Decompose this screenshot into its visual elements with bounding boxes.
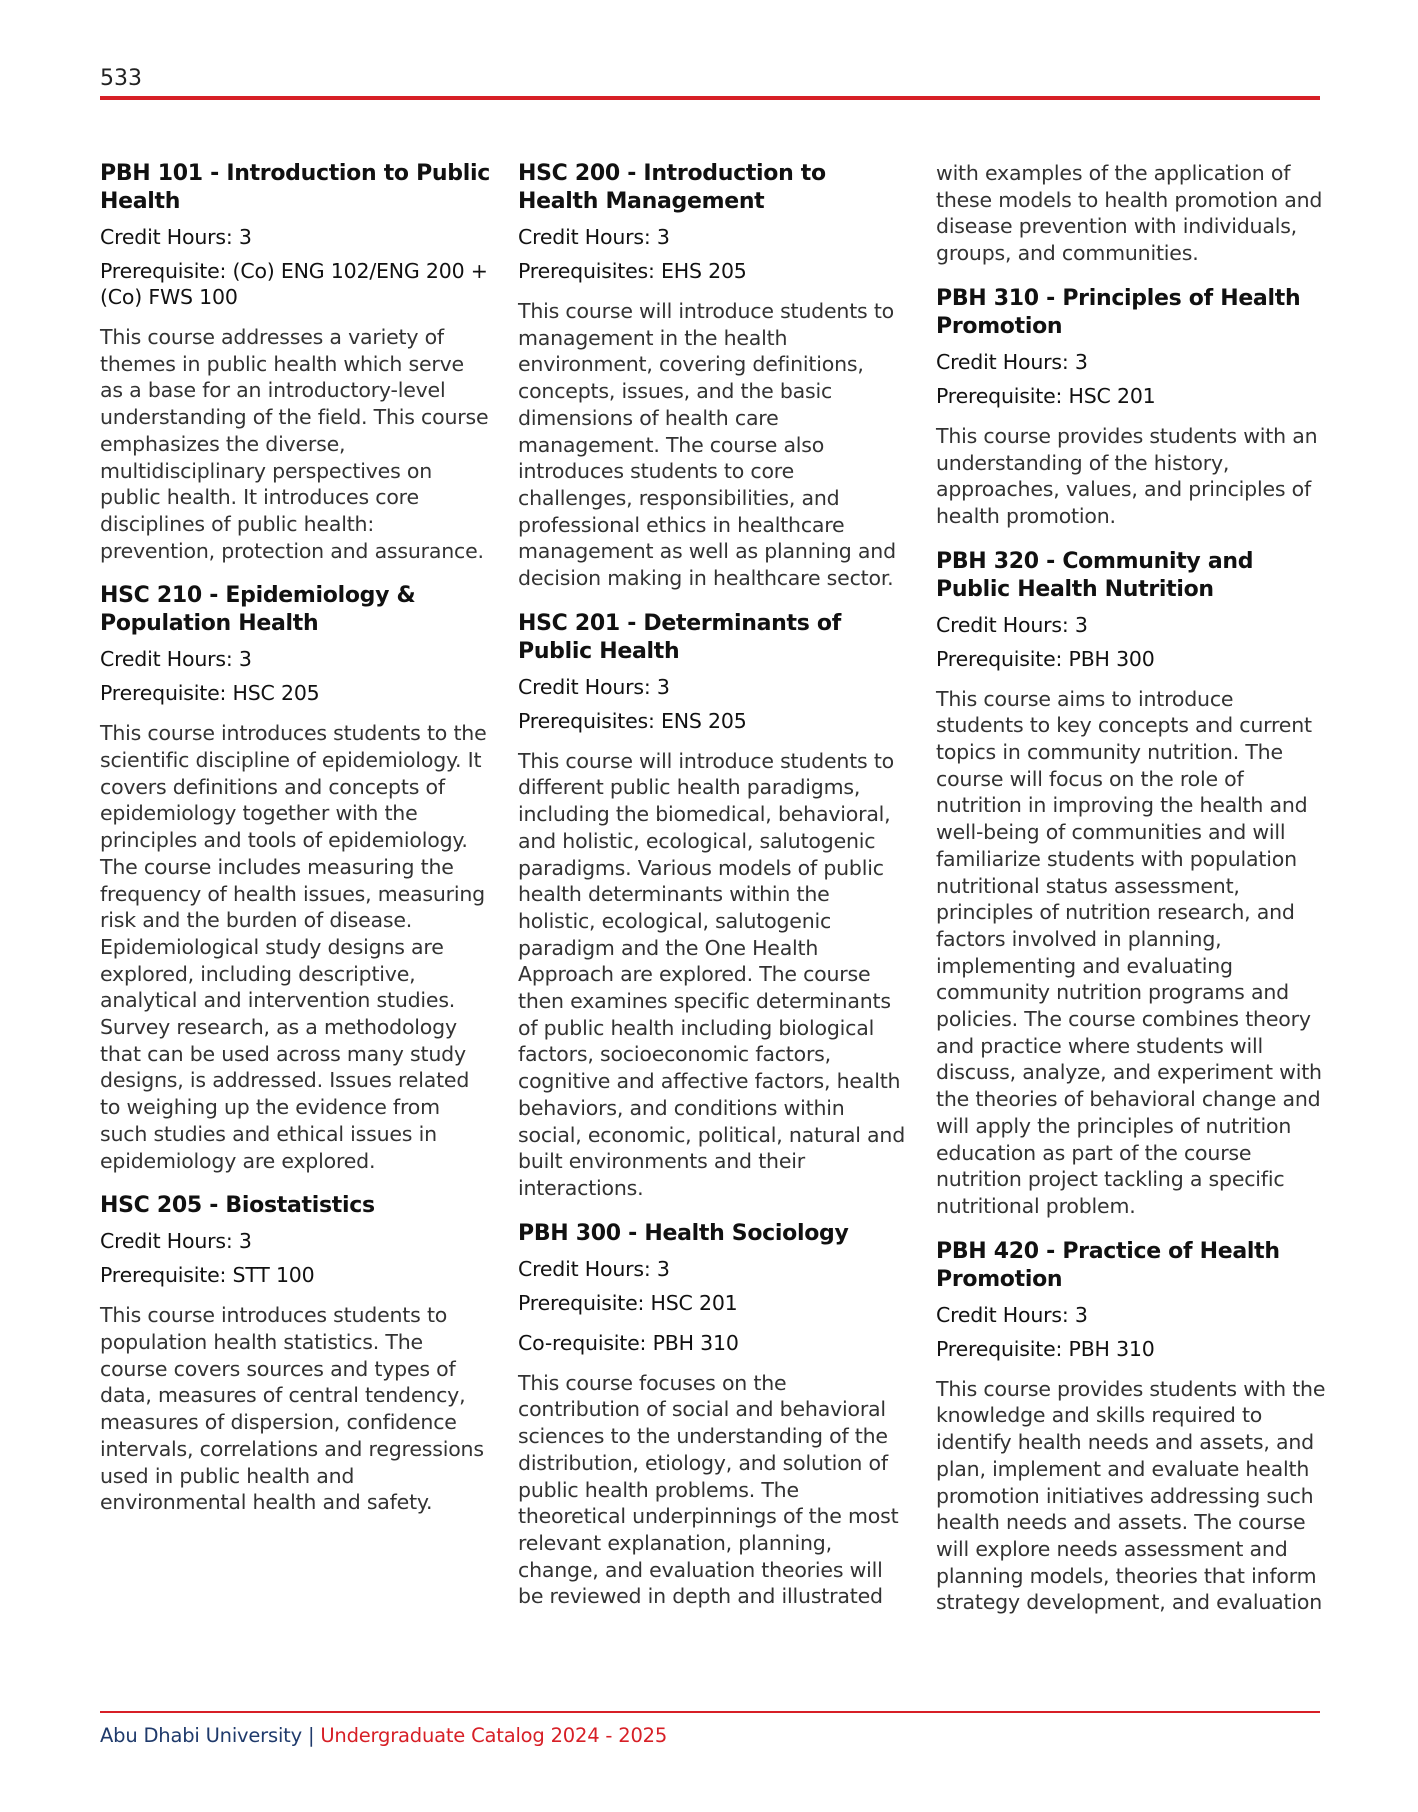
course-description: This course will introduce students to different public health paradigms, including the biomedical, behavioral, and holistic, ecological, salutogenic paradigms. Various models of public health determinants within the holistic, ecological, salutogenic paradigm and the One Health Approach are explored. The course then examines specific determinants of public health including biological factors, socioeconomic factors, cognitive and affective factors, health behaviors, and conditions within social, economic, political, natural and built environments and their interactions. (518, 748, 906, 1200)
course-title: HSC 205 - Biostatistics (100, 1193, 375, 1219)
course-pbh-101 (100, 160, 490, 564)
prerequisite: Prerequisite: HSC 205 (100, 681, 320, 706)
prerequisite: Prerequisite: HSC 201 (518, 1290, 738, 1315)
footer-rule (100, 1711, 1320, 1713)
course-title: HSC 210 - Epidemiology & Population Health (100, 583, 416, 637)
course-title: HSC 201 - Determinants of Public Health (518, 610, 841, 664)
page-number: 533 (100, 66, 142, 91)
course-description: This course addresses a variety of themes in public health which serve as a base for an introductory-level understanding of the field. This course emphasizes the diverse, multidisciplinary perspectives on public health. It introduces core disciplines of public health: prevention, protection and assurance. (100, 325, 489, 563)
header-rule (100, 96, 1320, 100)
credit-hours: Credit Hours: 3 (936, 1302, 1088, 1327)
course-title: PBH 420 - Practice of Health Promotion (936, 1238, 1280, 1292)
course-description: This course provides students with an understanding of the history, approaches, values, and principles of health promotion. (936, 423, 1318, 528)
footer-catalog: Undergraduate Catalog 2024 - 2025 (320, 1724, 668, 1747)
footer-separator: | (307, 1724, 315, 1747)
credit-hours: Credit Hours: 3 (936, 349, 1088, 374)
credit-hours: Credit Hours: 3 (100, 1229, 252, 1254)
course-title: PBH 320 - Community and Public Health Nutrition (936, 548, 1254, 602)
course-description: This course will introduce students to management in the health environment, covering definitions, concepts, issues, and the basic dimensions of health care management. The course also introduces students to core challenges, responsibilities, and professional ethics in healthcare management as well as planning and decision making in healthcare sector. (518, 299, 896, 591)
course-hsc-210 (100, 582, 490, 1174)
course-description: This course focuses on the contribution of social and behavioral sciences to the understanding of the distribution, etiology, and solution of public health problems. The theoretical underpinnings of the most relevant explanation, planning, change, and evaluation theories will be reviewed in depth and illustrated (518, 1370, 899, 1609)
footer (100, 1723, 667, 1749)
course-hsc-205 (100, 1192, 490, 1516)
course-pbh-310 (936, 285, 1326, 530)
credit-hours: Credit Hours: 3 (100, 225, 252, 249)
column-2 (518, 160, 908, 1628)
footer-university: Abu Dhabi University (100, 1724, 302, 1747)
prerequisite: Prerequisites: ENS 205 (518, 708, 747, 733)
course-hsc-201 (518, 610, 908, 1202)
prerequisite: Prerequisite: (Co) ENG 102/ENG 200 + (Co) FWS 100 (100, 259, 488, 309)
course-description: This course introduces students to the scientific discipline of epidemiology. It covers definitions and concepts of epidemiology together with the principles and tools of epidemiology. The course includes measuring the frequency of health issues, measuring risk and the burden of disease. Epidemiological study designs are explored, including descriptive, analytical and intervention studies. Survey research, as a methodology that can be used across many study designs, is addressed. Issues related to weighing up the evidence from such studies and ethical issues in epidemiology are explored. (100, 721, 487, 1173)
course-pbh-300 (518, 1220, 908, 1610)
course-description: with examples of the application of these models to health promotion and disease prevention with individuals, groups, and communities. (936, 161, 1323, 266)
course-title: PBH 101 - Introduction to Public Health (100, 161, 490, 214)
prerequisite: Prerequisite: STT 100 (100, 1263, 315, 1288)
course-description: This course aims to introduce students to key concepts and current topics in community nutrition. The course will focus on the role of nutrition in improving the health and well-being of communities and will familiarize students with population nutritional status assessment, principles of nutrition research, and factors involved in planning, implementing and evaluating community nutrition programs and policies. The course combines theory and practice where students will discuss, analyze, and experiment with the theories of behavioral change and will apply the principles of nutrition education as part of the course nutrition project tackling a specific nutritional problem. (936, 686, 1322, 1218)
column-3 (936, 160, 1326, 1634)
credit-hours: Credit Hours: 3 (518, 225, 670, 249)
column-1 (100, 160, 490, 1534)
course-pbh-300-continued (936, 160, 1326, 267)
course-description: This course provides students with the knowledge and skills required to identify health needs and assets, and plan, implement and evaluate health promotion initiatives addressing such health needs and assets. The course will explore needs assessment and planning models, theories that inform strategy development, and evaluation (936, 1376, 1326, 1615)
course-title: PBH 300 - Health Sociology (518, 1220, 849, 1246)
course-hsc-200 (518, 160, 908, 592)
course-title: PBH 310 - Principles of Health Promotion (936, 285, 1301, 339)
credit-hours: Credit Hours: 3 (518, 1256, 670, 1281)
prerequisite: Prerequisites: EHS 205 (518, 259, 747, 283)
corequisite: Co-requisite: PBH 310 (518, 1330, 739, 1355)
course-title: HSC 200 - Introduction to Health Management (518, 161, 826, 214)
prerequisite: Prerequisite: HSC 201 (936, 383, 1156, 408)
course-pbh-420 (936, 1238, 1326, 1616)
prerequisite: Prerequisite: PBH 310 (936, 1336, 1155, 1361)
course-description: This course introduces students to population health statistics. The course covers sources and types of data, measures of central tendency, measures of dispersion, confidence intervals, correlations and regressions used in public health and environmental health and safety. (100, 1303, 484, 1515)
credit-hours: Credit Hours: 3 (100, 647, 252, 672)
credit-hours: Credit Hours: 3 (518, 674, 670, 699)
course-pbh-320 (936, 548, 1326, 1220)
prerequisite: Prerequisite: PBH 300 (936, 646, 1155, 671)
credit-hours: Credit Hours: 3 (936, 612, 1088, 637)
